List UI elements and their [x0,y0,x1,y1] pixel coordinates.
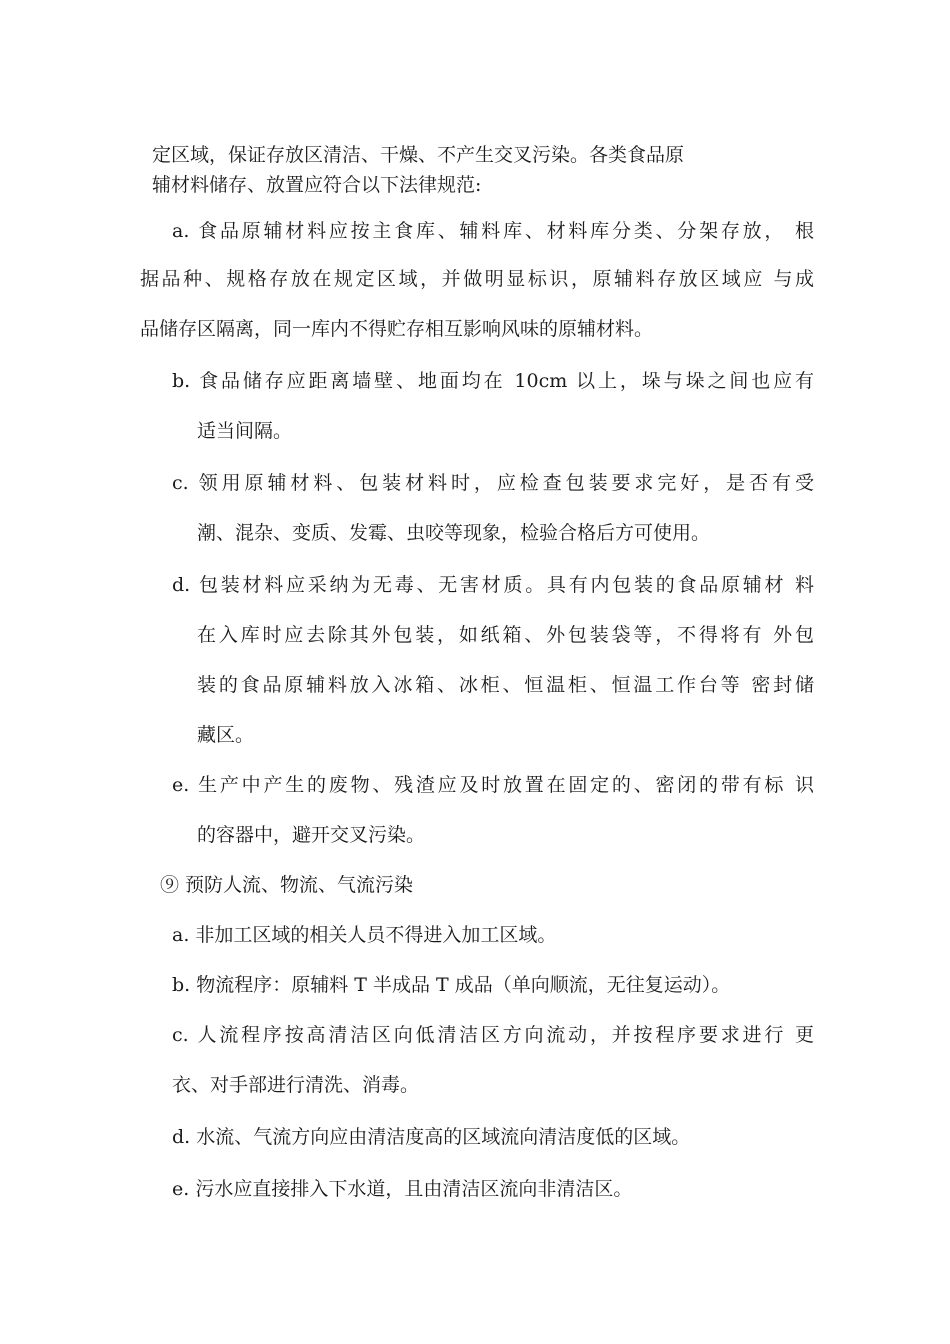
intro-line-2: 辅材料储存、放置应符合以下法律规范: [152,174,482,196]
item-c-line-1: c. 领用原辅材料、包装材料时，应检查包装要求完好，是否有受 [172,472,814,494]
section-9-item-e: e. 污水应直接排入下水道，且由清洁区流向非清洁区。 [172,1178,633,1200]
section-9-item-c-line-1: c. 人流程序按高清洁区向低清洁区方向流动，并按程序要求进行 更 [172,1024,814,1046]
section-9-heading: ⑨ 预防人流、物流、气流污染 [160,874,414,896]
item-d-line-3: 装的食品原辅料放入冰箱、冰柜、恒温柜、恒温工作台等 密封储 [197,674,814,696]
item-c-line-2: 潮、混杂、变质、发霉、虫咬等现象，检验合格后方可使用。 [197,522,711,544]
item-b-line-1: b. 食品储存应距离墙壁、地面均在 10cm 以上，垛与垛之间也应有 [172,370,814,392]
section-9-item-b: b. 物流程序：原辅料 T 半成品 T 成品（单向顺流，无往复运动）。 [172,974,731,996]
item-d-line-1: d. 包装材料应采纳为无毒、无害材质。具有内包装的食品原辅材 料 [172,574,814,596]
section-9-item-c-line-2: 衣、对手部进行清洗、消毒。 [172,1074,420,1096]
item-a-line-2: 据品种、规格存放在规定区域，并做明显标识，原辅料存放区域应 与成 [140,268,814,290]
item-b-line-2: 适当间隔。 [197,420,293,442]
section-9-item-a: a. 非加工区域的相关人员不得进入加工区域。 [172,924,557,946]
item-e-line-1: e. 生产中产生的废物、残渣应及时放置在固定的、密闭的带有标 识 [172,774,814,796]
item-d-line-4: 藏区。 [197,724,255,746]
item-a-line-1: a. 食品原辅材料应按主食库、辅料库、材料库分类、分架存放， 根 [172,220,814,242]
item-a-line-3: 品储存区隔离，同一库内不得贮存相互影响风味的原辅材料。 [140,318,654,340]
intro-line-1: 定区域，保证存放区清洁、干燥、不产生交叉污染。各类食品原 [152,144,685,166]
item-d-line-2: 在入库时应去除其外包装，如纸箱、外包装袋等，不得将有 外包 [197,624,814,646]
item-e-line-2: 的容器中，避开交叉污染。 [197,824,426,846]
section-9-item-d: d. 水流、气流方向应由清洁度高的区域流向清洁度低的区域。 [172,1126,691,1148]
